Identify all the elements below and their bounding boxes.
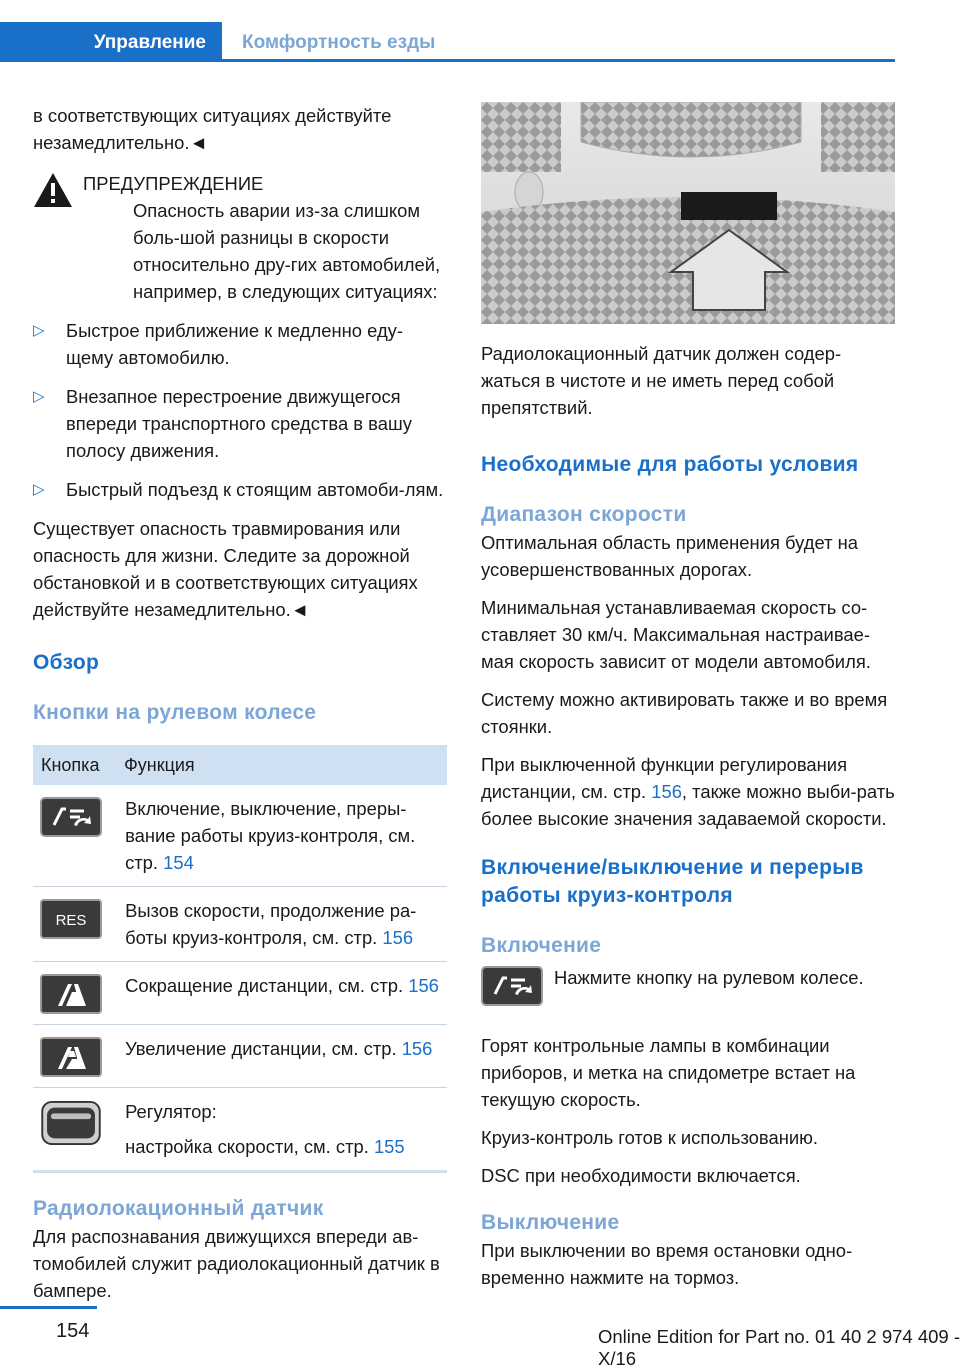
on-paragraph: DSC при необходимости включается. — [481, 1165, 801, 1186]
heading-speed-range: Диапазон скорости — [481, 503, 687, 526]
svg-text:RES: RES — [55, 912, 87, 929]
on-paragraph: Круиз-контроль готов к использованию. — [481, 1127, 819, 1148]
switch-on-row — [481, 966, 895, 1010]
switch-on-text: Нажмите кнопку на рулевом колесе. — [554, 967, 864, 988]
warning-end-text: Существует опасность травмирования или опасность для жизни. Следите за дорожной обстановкой и в соответствующих ситуациях действуйте незамедлительно.◄ — [33, 518, 418, 620]
table-row: RES Вызов скорости, продолжение ра-боты круиз-контроля, см. стр. 156 — [33, 887, 447, 962]
page-link[interactable]: 154 — [163, 852, 194, 873]
radar-text: Для распознавания движущихся впереди ав-томобилей служит радиолокационный датчик в бампере. — [33, 1226, 440, 1301]
bullet-triangle-icon: ▷ — [33, 322, 45, 339]
heading-radar-sensor: Радиолокационный датчик — [33, 1197, 324, 1220]
bullet-triangle-icon: ▷ — [33, 388, 45, 405]
page-link[interactable]: 156 — [651, 781, 682, 802]
edition-text: Online Edition for Part no. 01 40 2 974 409 - X/16 — [598, 1326, 960, 1369]
bullet-item: ▷ Быстрый подъезд к стоящим автомоби-лям. — [33, 476, 447, 503]
column-header-function: Функция — [124, 745, 447, 785]
bullet-item: ▷ Внезапное перестроение движущегося впереди транспортного средства в вашу полосу движения. — [33, 383, 447, 464]
table-row: Сокращение дистанции, см. стр. 156 — [33, 962, 447, 1025]
photo-caption: Радиолокационный датчик должен содер-жаться в чистоте и не иметь перед собой препятствий. — [481, 343, 842, 418]
distance-decrease-icon — [40, 974, 102, 1014]
table-row: Регулятор: настройка скорости, см. стр. 155 — [33, 1088, 447, 1172]
page-link[interactable]: 155 — [373, 1136, 405, 1157]
table-row: Включение, выключение, преры-вание работы круиз-контроля, см. стр. 154 — [33, 785, 447, 887]
res-icon — [40, 899, 102, 939]
table-row: Увеличение дистанции, см. стр. 156 — [33, 1025, 447, 1088]
left-column — [33, 102, 447, 1304]
warning-text: Опасность аварии из-за слишком боль-шой разницы в скорости относительно дру-гих автомобилей, например, в следующих ситуациях: — [133, 200, 441, 302]
tab-driving-comfort[interactable]: Комфортность езды — [242, 32, 436, 53]
page-header — [0, 22, 895, 62]
page-link[interactable]: 156 — [401, 1038, 433, 1059]
footer-rule — [0, 1306, 97, 1309]
page-link[interactable]: 156 — [382, 927, 414, 948]
warning-block — [33, 170, 447, 305]
speed-paragraph: Оптимальная область применения будет на усовершенствованных дорогах. — [481, 532, 858, 580]
speed-paragraph: Систему можно активировать также и во время стоянки. — [481, 689, 888, 737]
intro-text: в соответствующих ситуациях действуйте незамедлительно.◄ — [33, 105, 392, 153]
tab-control[interactable]: Управление — [0, 22, 222, 62]
speed-paragraph: Минимальная устанавливаемая скорость со-ставляет 30 км/ч. Максимальная настраивае-мая скорость зависит от модели автомобиля. — [481, 597, 871, 672]
cruise-control-icon — [40, 797, 102, 837]
off-text: При выключении во время остановки одно-временно нажмите на тормоз. — [481, 1240, 853, 1288]
buttons-table — [33, 745, 447, 1173]
page-link[interactable]: 156 — [408, 975, 439, 996]
right-column — [481, 102, 895, 1291]
column-header-button: Кнопка — [33, 745, 124, 785]
heading-overview: Обзор — [33, 651, 100, 674]
heading-conditions: Необходимые для работы условия — [481, 453, 859, 476]
warning-icon — [33, 172, 73, 208]
bullet-triangle-icon: ▷ — [33, 481, 45, 498]
heading-on-off: Включение/выключение и перерыв работы круиз-контроля — [481, 856, 864, 907]
radar-sensor-photo — [481, 102, 895, 324]
heading-steering-buttons: Кнопки на рулевом колесе — [33, 701, 317, 724]
heading-switch-on: Включение — [481, 934, 602, 957]
header-rule — [0, 59, 895, 62]
on-paragraph: Горят контрольные лампы в комбинации приборов, и метка на спидометре встает на текущую скорость. — [481, 1035, 856, 1110]
distance-increase-icon — [40, 1037, 102, 1077]
heading-switch-off: Выключение — [481, 1211, 620, 1234]
table-header-row — [33, 745, 447, 785]
bullet-item: ▷ Быстрое приближение к медленно еду-щему автомобилю. — [33, 317, 447, 371]
rocker-switch-icon — [40, 1100, 102, 1146]
warning-title: ПРЕДУПРЕЖДЕНИЕ — [83, 173, 264, 194]
page-number: 154 — [56, 1320, 90, 1342]
cruise-control-icon — [481, 966, 543, 1006]
speed-paragraph: При выключенной функции регулирования дистанции, см. стр. 156, также можно выби-рать более высокие значения задаваемой скорости. — [481, 754, 895, 829]
